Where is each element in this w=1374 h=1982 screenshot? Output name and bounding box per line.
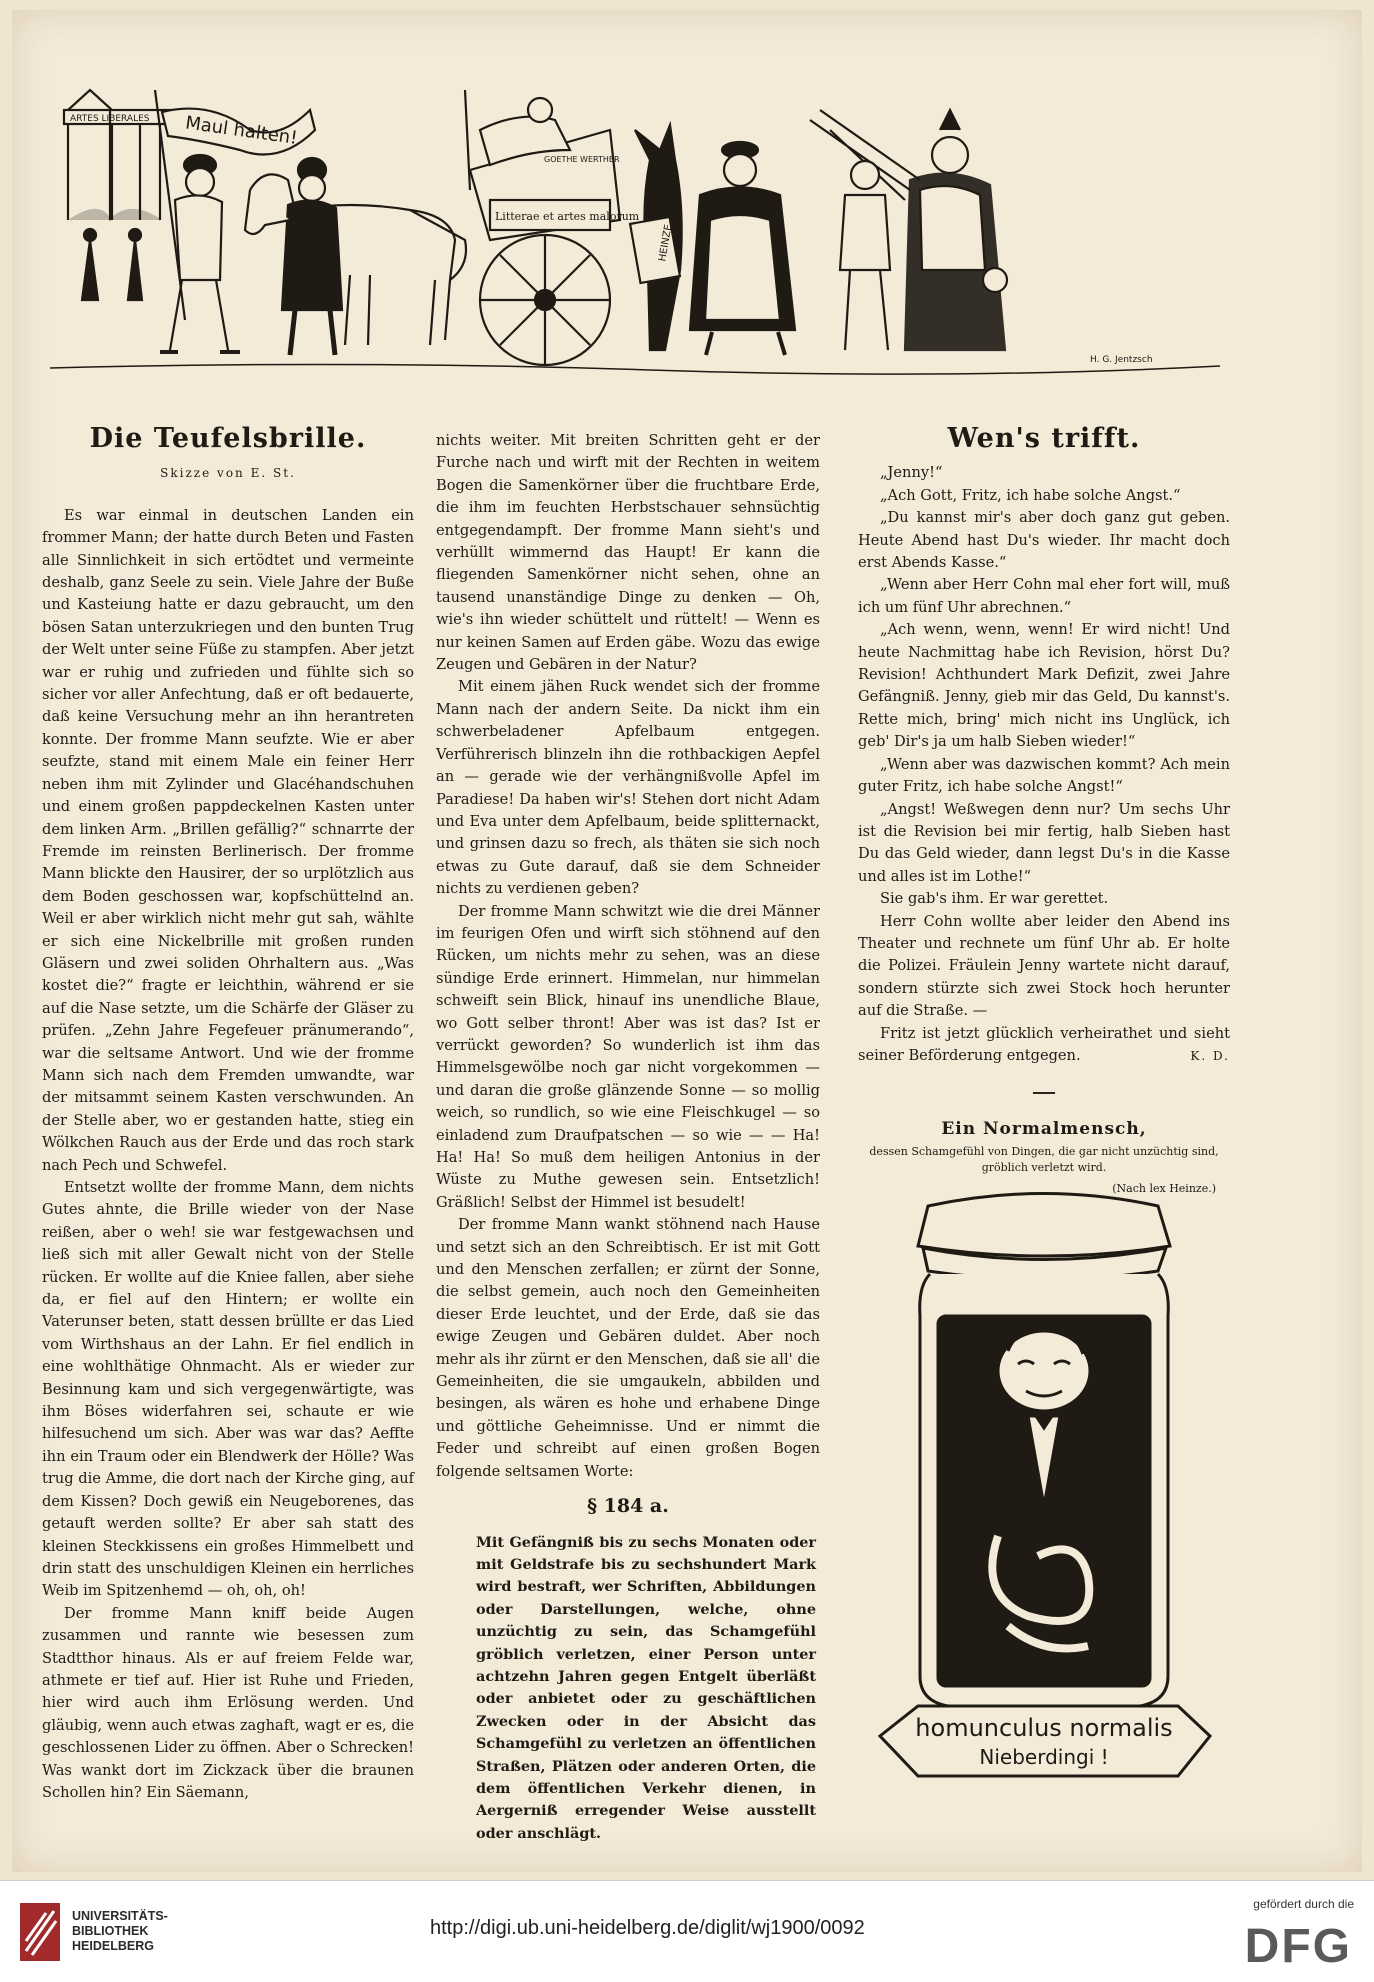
article-paragraph: Mit einem jähen Ruck wendet sich der fromme Mann nach der andern Seite. Da nickt ihm ein schwerbeladener Apfelbaum entgegen. Verführerisch blinzeln ihn die rothbackigen Aepfel an — gerade wie der verhängnißvolle Apfel im Paradiese! Da haben wir's! Stehen dort nicht Adam und Eva unter dem Apfelbaum, beide splitternackt, und grinsen dazu so frech, als thäten sie sich noch etwas zu Gute darauf, daß sie dem Schneider nichts zu verdienen geben? [436,678,820,898]
final-paragraph-row [858,1023,1230,1068]
column-1 [42,420,414,1804]
article-paragraph: Fritz ist jetzt glücklich verheirathet und sieht seiner Beförderung entgegen. [858,1024,1230,1064]
article-paragraph: „Angst! Weßwegen denn nur? Um sechs Uhr ist die Revision bei mir fertig, halb Sieben hast Du das Geld wieder, dann legst Du's in die Kasse und alles ist im Lothe!“ [858,800,1230,885]
cartoon-source: (Nach lex Heinze.) [1112,1182,1216,1196]
library-name-line: HEIDELBERG [72,1939,154,1953]
jar-caption-line2: Nieberdingi ! [979,1745,1109,1769]
article-paragraph: „Ach wenn, wenn, wenn! Er wird nicht! Und heute Nachmittag habe ich Revision, hörst Du? Revision! Achthundert Mark Defizit, zwei Jahre Gefängniß. Jenny, gieb mir das Geld, Du kannst's. Rette mich, bring' mich nicht ins Unglück, ich geb' Dir's ja um halb Sieben wieder!“ [858,621,1230,751]
article-paragraph: Entsetzt wollte der fromme Mann, dem nichts Gutes ahnte, die Brille wieder von der Nase reißen, aber o weh! sie war festgewachsen und ließ sich mit aller Gewalt nicht von der Stelle rücken. Er wollte auf die Kniee fallen, aber siehe da, er fiel auf den Hintern; er wollte ein Vaterunser beten, statt dessen brüllte er das Lied vom Wirthshaus an der Lahn. Er fiel endlich in eine wohlthätige Ohnmacht. Als er wieder zur Besinnung kam und sich vergegenwärtigte, was ihm Böses widerfahren sei, schaute er wie hilfesuchend um sich. Aber was war das? Aeffte ihn ein Traum oder ein Blendwerk der Hölle? Was trug die Amme, die dort nach der Kirche ging, auf dem Kissen? Doch gewiß ein Neugeborenes, das getauft werden sollte? Er aber sah statt des kleinen Steckkissens ein großes Himmelbett und drin statt des unschuldigen Kleinen ein herrliches Weib im Spitzenhemd — oh, oh, oh! [42,1179,414,1600]
article-paragraph: Sie gab's ihm. Er war gerettet. [880,890,1109,908]
article-paragraph: Der fromme Mann schwitzt wie die drei Männer im feurigen Ofen und wirft sich stöhnend auf den Rücken, um nichts mehr zu sehen, was an diese sündige Erde erinnert. Himmelan, nur himmelan schweift sein Blick, hinauf ins unendliche Blaue, wo Gott selber thront! Aber was ist das? Ist er verrückt geworden? So wunderlich ist ihm das Himmelsgewölbe noch gar nicht vorgekommen — und daran die große glänzende Sonne — so mollig weich, so rundlich, so wie eine Fleischkugel — so einladend zum Draufpatschen — so wie — — Ha! Ha! Ha! So muß dem heiligen Antonius in der Wüste zu Muthe gewesen sein. Entsetzlich! Gräßlich! Selbst der Himmel ist besudelt! [436,902,820,1211]
cartoon-title: Ein Normalmensch, [941,1118,1147,1139]
article-paragraph: Der fromme Mann kniff beide Augen zusammen und rannte wie besessen zum Stadtthor hinaus. Als er auf freiem Felde war, athmete er tief auf. Hier ist Ruhe und Frieden, hier wird auch ihm Erlösung werden. Und gläubig, wenn auch etwas zaghaft, wagt er es, die geschlossenen Lider zu öffnen. Aber o Schrecken! Was wankt dort im Zickzack über die braunen Schollen hin? Ein Säemann, [42,1604,414,1801]
cart-text: Litterae et artes malorum [495,210,640,223]
university-library-logo [18,1901,62,1963]
article-paragraph: „Wenn aber Herr Cohn mal eher fort will, muß ich um fünf Uhr abrechnen.“ [858,576,1230,616]
book-text: GOETHE WERTHER [544,155,620,164]
sign-text: ARTES LIBERALES [70,114,150,124]
article-paragraph: „Du kannst mir's aber doch ganz gut geben. Heute Abend hast Du's wieder. Ihr macht doch erst Abends Kasse.“ [858,509,1230,572]
article-paragraph: Der fromme Mann wankt stöhnend nach Hause und setzt sich an den Schreibtisch. Er ist mit Gott und den Menschen zerfallen; er zürnt der Sonne, die selbst gemein, auch noch den Gemeinheiten dieser Erde leuchtet, und der Erde, daß sie das ewige Zeugen und Gebären duldet. Aber noch mehr als ihr zürnt er den Menschen, daß sie all' die Gemeinheiten, die sie umgaukeln, abbilden und besingen, als wären es hohe und erhabene Dinge und göttliche Geheimnisse. Und er nimmt die Feder und schreibt auf einen großen Bogen folgende seltsamen Worte: [436,1216,820,1480]
article-paragraph: Herr Cohn wollte aber leider den Abend ins Theater und rechnete um fünf Uhr ab. Er holte die Polizei. Fräulein Jenny wartete nicht darauf, sondern stürzte sich zwei Stock hoch herunter auf die Straße. — [858,912,1230,1020]
funding-label: gefördert durch die [1253,1897,1354,1911]
article-paragraph: „Jenny!“ [880,464,943,482]
banner-text: Maul halten! [184,112,299,149]
author-signature: K. D. [1190,1049,1230,1064]
article-title-wens-trifft: Wen's trifft. [947,423,1141,454]
column-3 [858,420,1230,1201]
article-paragraph: „Wenn aber was dazwischen kommt? Ach mein guter Fritz, ich habe solche Angst!“ [858,755,1230,796]
artist-signature: H. G. Jentzsch [1090,355,1153,365]
section-divider [1033,1092,1055,1094]
dfg-logo: DFG [1244,1920,1352,1973]
article-byline: Skizze von E. St. [160,466,296,481]
poster-text: HEINZE [657,223,675,263]
homunculus-jar-illustration [858,1176,1230,1786]
article-paragraph: nichts weiter. Mit breiten Schritten geht er der Furche nach und wirft mit der Rechten in weitem Bogen die Samenkörner über die fruchtbare Erde, die ihm im feuchten Herbstschauer sehnsüchtig entgegendampft. Der fromme Mann sieht's und verhüllt wimmernd das Haupt! Er kann die fliegenden Samenkörner nicht sehen, ohne an tausend unanständige Dinge zu denken — Oh, wie's ihn wieder schüttelt und rüttelt! — Wenn es nur keinen Samen auf Erden gäbe. Wozu das ewige Zeugen und Gebären in der Natur? [436,432,820,674]
procession-caricature [50,70,1220,400]
cartoon-subtitle: dessen Schamgefühl von Dingen, die gar nicht unzüchtig sind, gröblich verletzt wird. [869,1145,1219,1175]
library-name-line: BIBLIOTHEK [72,1924,149,1938]
article-paragraph: Es war einmal in deutschen Landen ein frommer Mann; der hatte durch Beten und Fasten alle Sinnlichkeit in sich ertödtet und vermeinte deshalb, ganz Seele zu sein. Viele Jahre der Buße und Kasteiung hatte er dazu gebraucht, um den bösen Satan unterzukriegen und den bunten Trug der Welt unter seine Füße zu stampfen. Aber jetzt war er ruhig und zufrieden und fühlte sich so sicher vor aller Anfechtung, daß er oft bedauerte, daß keine Versuchung mehr an ihn herantreten konnte. Der fromme Mann seufzte. Wie er aber seufzte, stand mit einem Male ein feiner Herr neben ihm mit Zylinder und Glacéhandschuhen und einem großen pappdeckelnen Kasten unter dem linken Arm. „Brillen gefällig?“ schnarrte der Fremde im reinsten Berlinerisch. Der fromme Mann blickte den Hausirer, der so urplötzlich aus dem Boden geschossen war, kopfschüttelnd an. Weil er aber wirklich nicht mehr gut sah, wählte er sich eine Nickelbrille mit großen runden Gläsern und zwei soliden Ohrhaltern aus. „Was kostet die?“ fragte er leichthin, während er sie auf die Nase setzte, um die Schärfe der Gläser zu prüfen. „Zehn Jahre Fegefeuer pränumerando“, war die seltsame Antwort. Und wie der fromme Mann sich nach dem Fremden umwandte, war der mitsammt seinem Kasten verschwunden. An der Stelle aber, wo er gestanden hatte, stieg ein Wölkchen Rauch aus der Erde und das roch stark nach Pech und Schwefel. [42,506,414,1174]
jar-caption-line1: homunculus normalis [915,1714,1173,1742]
university-library-name [72,1909,168,1954]
law-paragraph-text: Mit Gefängniß bis zu sechs Monaten oder mit Geldstrafe bis zu sechshundert Mark wird bestraft, wer Schriften, Abbildungen oder Darstellungen, welche, ohne unzüchtig zu sein, das Schamgefühl gröblich verletzen, einer Person unter achtzehn Jahren gegen Entgelt überläßt oder anbietet oder zu geschäftlichen Zwecken oder in der Absicht das Schamgefühl zu verletzen an öffentlichen Straßen, Plätzen oder anderen Orten, die dem öffentlichen Verkehr dienen, in Aergerniß erregender Weise ausstellt oder anschlägt. [476,1533,816,1842]
column-2 [436,430,820,1845]
digitization-footer [0,1880,1374,1982]
law-paragraph-title: § 184 a. [587,1495,669,1518]
article-title-teufelsbrille: Die Teufelsbrille. [89,423,367,454]
library-name-line: UNIVERSITÄTS- [72,1909,168,1923]
permalink-url[interactable]: http://digi.ub.uni-heidelberg.de/diglit/wj1900/0092 [430,1917,865,1939]
article-paragraph: „Ach Gott, Fritz, ich habe solche Angst.“ [880,486,1181,504]
